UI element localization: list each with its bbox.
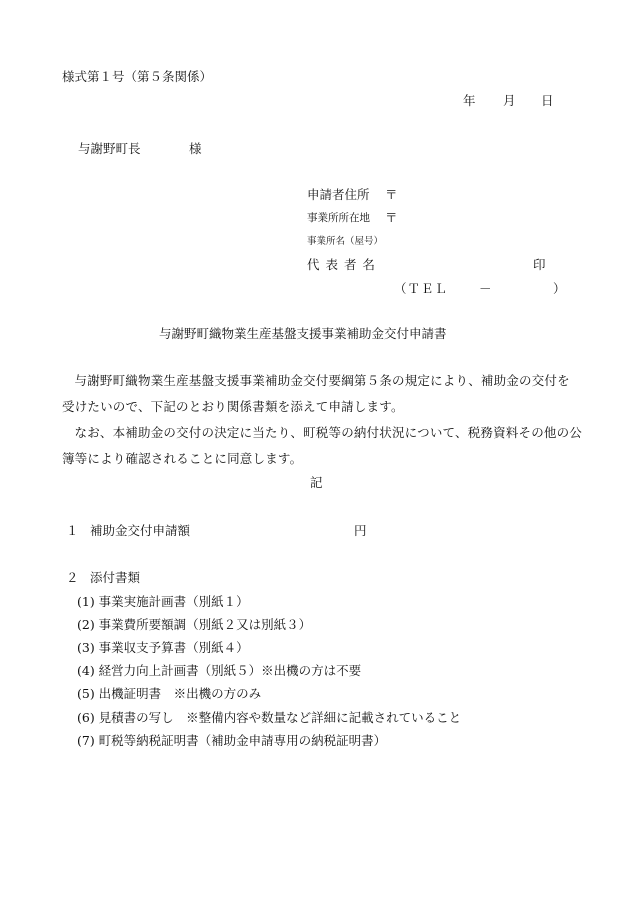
body-paragraph-1: 与謝野町織物業生産基盤支援事業補助金交付要綱第５条の規定により、補助金の交付を受けたいので、下記のとおり関係書類を添えて申請します。 <box>62 373 570 414</box>
tel-open: （ＴＥＬ <box>394 281 449 296</box>
business-name-label: 事業所名（屋号） <box>307 236 384 247</box>
date-year: 年 <box>463 93 476 108</box>
date-day: 日 <box>541 93 554 108</box>
item-1-unit: 円 <box>354 523 367 538</box>
representative-label: 代 表 者 名 <box>307 257 376 272</box>
item-2-number: ２ <box>66 570 79 585</box>
tel-dash: － <box>479 281 492 296</box>
form-number: 様式第１号（第５条関係） <box>62 69 213 84</box>
item-1-label: 補助金交付申請額 <box>90 523 191 538</box>
date-month: 月 <box>503 93 516 108</box>
business-location-label: 事業所所在地 <box>307 212 370 224</box>
attachment-item: (2) 事業費所要額調（別紙２又は別紙３） <box>77 617 312 632</box>
postal-mark: 〒 <box>385 210 398 225</box>
addressee-honorific: 様 <box>189 141 202 156</box>
attachment-item: (7) 町税等納税証明書（補助金申請専用の納税証明書） <box>77 733 387 748</box>
item-2-label: 添付書類 <box>90 570 141 585</box>
attachment-item: (6) 見積書の写し ※整備内容や数量など詳細に記載されていること <box>77 710 462 725</box>
tel-close: ） <box>553 281 566 296</box>
document-title: 与謝野町織物業生産基盤支援事業補助金交付申請書 <box>159 326 447 341</box>
postal-mark: 〒 <box>385 187 398 202</box>
ki-heading: 記 <box>310 475 323 490</box>
seal-mark: 印 <box>533 257 546 272</box>
body-paragraph-2: なお、本補助金の交付の決定に当たり、町税等の納付状況について、税務資料その他の公簿等により確認されることに同意します。 <box>62 425 583 466</box>
attachment-item: (3) 事業収支予算書（別紙４） <box>77 640 249 655</box>
addressee-name: 与謝野町長 <box>78 141 141 156</box>
item-1-number: １ <box>66 523 79 538</box>
attachment-item: (1) 事業実施計画書（別紙１） <box>77 594 249 609</box>
attachment-item: (4) 経営力向上計画書（別紙５）※出機の方は不要 <box>77 663 362 678</box>
applicant-address-label: 申請者住所 <box>307 187 370 202</box>
attachment-item: (5) 出機証明書 ※出機の方のみ <box>77 686 262 701</box>
